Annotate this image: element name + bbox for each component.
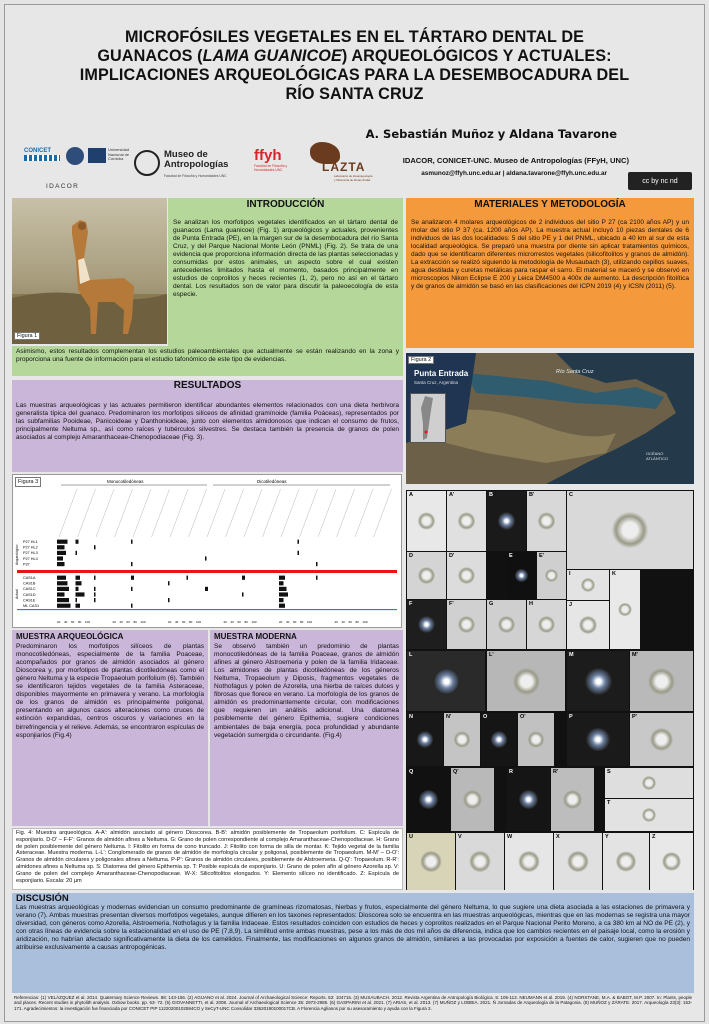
micrograph-panel <box>407 552 446 599</box>
abundance-bar <box>131 562 133 566</box>
micrograph-panel <box>507 552 536 599</box>
abundance-bar <box>242 592 244 596</box>
map-ocean-label: OCÉANO ATLÁNTICO <box>646 451 669 461</box>
micrograph-panel <box>603 833 649 890</box>
column-header-mark <box>318 489 336 537</box>
micrograph-panel-label: G <box>489 601 494 607</box>
column-header-mark <box>170 489 188 537</box>
abundance-bar <box>131 604 133 608</box>
micrograph-panel <box>605 799 693 831</box>
abundance-bar <box>57 545 65 549</box>
micrograph-panel-label: M <box>569 652 574 658</box>
micrograph-specimen-icon <box>650 728 674 752</box>
axis-tick-label: 60 <box>293 620 297 624</box>
abundance-bar <box>76 592 85 596</box>
micrograph-specimen-icon <box>642 776 656 790</box>
abundance-bar <box>316 576 318 580</box>
abundance-bar <box>316 562 318 566</box>
micrograph-panel-label: X <box>556 834 560 840</box>
micrograph-panel-label: F <box>409 601 413 607</box>
map-place-label: Punta Entrada <box>414 369 469 378</box>
micrograph-panel-label: M' <box>632 652 638 658</box>
museo-sub: Facultad de Filosofía y Humanidades UNC <box>164 174 227 178</box>
figure-1-guanaco-photo <box>12 198 167 344</box>
abundance-bar <box>187 576 189 580</box>
group-label-dico: Dicotiledóneas <box>257 479 287 484</box>
row-label: CAS1D <box>23 592 36 597</box>
unc-logo-text: Universidad Nacional de Córdoba <box>108 147 130 161</box>
results-heading: RESULTADOS <box>173 380 242 391</box>
axis-tick-label: 100 <box>362 620 368 624</box>
micrograph-panel-label: O' <box>520 714 526 720</box>
micrograph-specimen-icon <box>612 512 647 547</box>
title-line-1: MICROFÓSILES VEGETALES EN EL TÁRTARO DENTAL DE <box>124 28 585 46</box>
abundance-bar <box>279 576 285 580</box>
column-header-mark <box>78 489 96 537</box>
micrograph-panel <box>567 713 629 766</box>
abundance-bar <box>94 587 96 591</box>
abundance-bar <box>94 545 96 549</box>
micrograph-panel-label: J <box>569 602 573 608</box>
micrograph-specimen-icon <box>616 851 637 872</box>
micrograph-panel-label: E <box>509 553 513 559</box>
lazta-text: LAZTA <box>322 160 366 174</box>
micrograph-panel <box>481 713 517 766</box>
abundance-bar <box>298 540 300 544</box>
micrograph-panel-label: T <box>607 800 611 806</box>
micrograph-specimen-icon <box>518 851 540 873</box>
axis-tick-label: 20 <box>223 620 227 624</box>
micrograph-panel-label: L' <box>489 652 494 658</box>
abundance-bar <box>94 576 96 580</box>
abundance-bar <box>279 587 287 591</box>
abundance-bar <box>57 581 68 585</box>
column-header-mark <box>226 489 244 537</box>
figure-2-satellite-map <box>406 353 694 484</box>
axis-tick-label: 40 <box>286 620 290 624</box>
micrograph-panel-label: Z <box>652 834 656 840</box>
micrograph-panel-label: P' <box>632 714 637 720</box>
micrograph-panel <box>567 491 693 569</box>
axis-tick-label: 60 <box>71 620 75 624</box>
micrograph-panel-label: L <box>409 652 413 658</box>
micrograph-panel-label: B' <box>529 492 535 498</box>
argentina-outline-icon <box>411 394 445 442</box>
figure-4-caption-text: Fig. 4: Muestra arqueológica. A-A': almidón asociado al género Dioscorea. B-B': almidón posiblemente de Tropaeolum porifolium. C: Espícula de esponjiario. D-D' – F-F': Granos de almidón afines a Neltuma. G: Grano de polen correspondiente al complejo Amaranthaceae-Chenopodiaceae. H: Grano de polen posiblemente del género Neltuma. I: Fitolito en forma de cono truncado. J: Fitolito con forma de silla de montar. K: Tejido vegetal de la familia Asteraceae. Muestra moderna. L-L': Conglomerado de granos de almidón de morfología circular y poligonal, posiblemente de Tropaeolum. M-M' – O-O': Granos de almidón circulares y poligonales afines a Neltuma. P-P': Granos de almidón circulares, posiblemente de Alstroemeria. Q-Q': Tropaeolum. R-R': almidones afines a Neltuma sp. S: Diatomea del género Epithemia sp. T: Posible espícula de esponjiario. U: Grano de polen afín al género Azorella sp. V: Grano de polen del complejo Amaranthaceae-Chenopodiaceae. W-X: Silicofitolitos elongados. Y: Elemento silíceo no identificado. Z: Espícula de esponjiario. Escala: 20 µm <box>16 830 399 884</box>
micrograph-specimen-icon <box>418 616 436 634</box>
column-header-mark <box>263 489 281 537</box>
micrograph-specimen-icon <box>513 668 540 695</box>
row-label: P27 HL2 <box>23 545 38 550</box>
micrograph-panel <box>407 491 446 551</box>
axis-tick-label: 20 <box>112 620 116 624</box>
micrograph-specimen-icon <box>458 512 476 530</box>
author-emails: asmunoz@ffyh.unc.edu.ar | aldana.tavarone@ffyh.unc.edu.ar <box>421 170 607 177</box>
muestra-arq-heading: MUESTRA ARQUEOLÓGICA <box>16 632 124 641</box>
intro-heading: INTRODUCCIÓN <box>246 199 325 210</box>
ffyh-logo <box>254 148 302 172</box>
micrograph-specimen-icon <box>519 790 538 809</box>
abundance-bar <box>76 604 81 608</box>
micrograph-panel <box>567 651 629 711</box>
intro-continued <box>12 346 403 376</box>
abundance-bar <box>57 556 63 560</box>
results-section <box>12 380 403 472</box>
micrograph-panel <box>650 833 693 890</box>
conicet-logo-text: CONICET <box>24 148 51 154</box>
axis-tick-label: 80 <box>133 620 137 624</box>
idacor-logo: IDACOR <box>46 183 80 190</box>
micrograph-panel <box>567 570 609 600</box>
lazta-sub: Laboratorio de Zooarqueología y Tafonomía de Zonas Áridas <box>334 174 373 182</box>
axis-tick-label: 40 <box>119 620 123 624</box>
poster-title <box>12 28 697 104</box>
micrograph-panel <box>505 833 553 890</box>
cc-license-badge <box>628 172 692 190</box>
muestra-mod-heading: MUESTRA MODERNA <box>214 632 297 641</box>
abundance-bar <box>168 581 170 585</box>
column-header-mark <box>189 489 207 537</box>
axis-tick-label: 100 <box>140 620 146 624</box>
micrograph-specimen-icon <box>458 616 476 634</box>
museo-title <box>164 150 234 170</box>
micrograph-panel-label: V <box>458 834 462 840</box>
abundance-bar <box>131 576 134 580</box>
row-label: P27 HL4 <box>23 556 38 561</box>
abundance-bar <box>57 598 69 602</box>
micrograph-panel-label: S <box>607 769 611 775</box>
micrograph-panel <box>605 768 693 798</box>
column-header-mark <box>300 489 318 537</box>
figure-2-label: Figura 2 <box>408 356 434 364</box>
micrograph-panel-label: O <box>483 714 488 720</box>
micrograph-specimen-icon <box>463 790 482 809</box>
micrograph-panel-label: N <box>409 714 413 720</box>
micrograph-panel <box>567 601 609 649</box>
micrograph-specimen-icon <box>662 852 681 871</box>
micrograph-specimen-icon <box>498 512 516 530</box>
abundance-bar <box>57 540 68 544</box>
micrograph-panel-label: E' <box>539 553 544 559</box>
title-line-2-post: ) ARQUEOLÓGICOS Y ACTUALES: <box>341 47 612 65</box>
micrograph-panel-label: R <box>509 769 513 775</box>
axis-tick-label: 100 <box>251 620 257 624</box>
affiliation: IDACOR, CONICET-UNC. Museo de Antropologías (FFyH, UNC) <box>402 156 629 165</box>
micrograph-specimen-icon <box>418 512 436 530</box>
row-label: CAS1B <box>23 581 36 586</box>
micrograph-panel-label: C <box>569 492 573 498</box>
group-label-mono: Monocotiledóneas <box>107 479 144 484</box>
references <box>12 995 694 1019</box>
discussion-section <box>12 893 694 993</box>
lazta-logo <box>304 140 374 182</box>
micrograph-specimen-icon <box>458 567 476 585</box>
abundance-bar <box>76 581 82 585</box>
axis-tick-label: 80 <box>244 620 248 624</box>
side-label-arq: Arqueológico <box>15 544 19 565</box>
abundance-bar <box>131 540 133 544</box>
micrograph-panel <box>487 600 526 649</box>
micrograph-panel <box>487 651 565 711</box>
museo-line-1: Museo de <box>164 149 208 160</box>
abundance-bar <box>298 551 300 555</box>
micrograph-panel <box>527 600 566 649</box>
row-label: ML CAS1 <box>23 604 40 608</box>
abundance-bar <box>76 598 78 602</box>
row-label: CAS1E <box>23 598 36 603</box>
abundance-bar <box>205 587 208 591</box>
micrograph-panel <box>407 713 443 766</box>
conicet-logo <box>24 148 64 161</box>
abundance-bar <box>57 587 69 591</box>
micrograph-panel <box>518 713 554 766</box>
micrograph-specimen-icon <box>469 851 491 873</box>
figure-1-label: Figura 1 <box>14 332 40 340</box>
abundance-bar <box>57 592 65 596</box>
methods-body: Se analizaron 4 molares arqueológicos de 2 individuos del sitio P 27 (ca 2100 años AP) y un molar del sitio P 37 (ca. 1200 años AP). La muestra actual incluyó 10 piezas dentales de 6 individuos de las dos localidades: 5 del sitio PE y 1 del PNML, ubicado a 40 km al sur de esta localidad arqueológica. Se preparó una muestra por diente sin aplicar tratamientos químicos, dado que se identificaron diferentes microrrestos vegetales (silicofitolitos y granos de almidón). La extracción se realizó siguiendo la metodología de Musaubach (3), utilizando cepillos suaves, agua destilada y curetas metálicas para raspar el sarro. El material se maceró y se observó en microscopios Nikon Eclipse E 200 y Leica DM4500 a 400x de aumento. La descripción fitolítica y de granos de almidón se basó en las clasificaciones del ICPN 2019 (4) y ICSN (2011) (5). <box>411 219 689 291</box>
abundance-bar <box>242 576 245 580</box>
micrograph-panel <box>537 552 566 599</box>
abundance-bar <box>279 604 285 608</box>
column-header-mark <box>374 489 392 537</box>
title-species: LAMA GUANICOE <box>202 47 342 65</box>
figure-3-svg <box>13 475 401 627</box>
axis-tick-label: 20 <box>168 620 172 624</box>
row-label: CAS1C <box>23 587 36 592</box>
abundance-bar <box>94 598 96 602</box>
micrograph-panel-label: D' <box>449 553 455 559</box>
muestra-moderna-section <box>210 630 403 826</box>
results-body: Las muestras arqueológicas y las actuales permitieron identificar abundantes elementos relacionados con una dieta herbívora generalista típica del guanaco. Predominaron los morfotipos silíceos de afinidad gramínoide (familia Poáceas), representados por las subfamilias Pooideae, Panicoideae y Danthonioideae, junto con elementos almidonosos que indican el consumo de frutos, principalmente Neltuma sp., así como raíces y tubérculos silvestres. Se destaca también la presencia de granos de polen asociados al complejo Amaranthaceae-Chenopodiaceae (Fig. 3). <box>16 402 399 442</box>
intro-body-2: Asimismo, estos resultados complementan los estudios paleoambientales que actualmente se están realizando en la zona y proporciona una fuente de información para el estudio tafonómico de este tipo de evidencias. <box>16 348 399 364</box>
column-header-mark <box>244 489 262 537</box>
abundance-bar <box>94 592 96 596</box>
abundance-bar <box>168 598 170 602</box>
micrograph-panel-label: H <box>529 601 533 607</box>
micrograph-specimen-icon <box>538 616 556 634</box>
references-text: Referencias: (1) VELÁZQUEZ et al. 2014. Quaternary Science Reviews. 88: 143-156. (2) AGUANO et al. 2024. Journal of Archaeological Science: Reports. 53: 104715. (3) MUSAUBACH. 2012. Revista Argentina de Antropología Biológica. 5: 105-113. NEUMANN et al. 2019. (4) NORSTANE, M.A. & BABOT, M.P. 2007. In: Plants, people and places. Recent studies in phytolith analysis. Oxbow books. pp. 63- 72. (5) GIOVANNETTI, et al. 2008. Journal of Archaeological Science 35: 2973-2985. (6) GASPARINI et al. 2021. (7) ARIAS, et al. 2013. (7) MUÑOZ y LOBBIA. 2021. Ñ Jornadas de Arqueología de la Patagonia. (8) MUÑOZ y ZÁRATE. 2017. Arqueología 23(3): 153-171. Agradecimientos: la investigación fue financiada por CONICET PIP 11220200102594CO y SeCyT-UNC Consolidar 33620190100017CB. A Florencia Aglianos por su asesoramiento y ayuda con la Figura 3. <box>14 995 692 1011</box>
micrograph-panel-label: R' <box>553 769 559 775</box>
column-header-mark <box>337 489 355 537</box>
row-label: P37 <box>23 562 30 567</box>
abundance-bar <box>279 581 284 585</box>
micrograph-panel <box>447 552 486 599</box>
axis-tick-label: 20 <box>279 620 283 624</box>
row-label: P27 HL3 <box>23 551 38 556</box>
micrograph-specimen-icon <box>567 851 589 873</box>
micrograph-panel-label: N' <box>446 714 452 720</box>
micrograph-specimen-icon <box>563 790 582 809</box>
authors: A. Sebastián Muñoz y Aldana Tavarone <box>365 127 617 141</box>
methods-section <box>406 198 694 348</box>
micrograph-specimen-icon <box>419 790 438 809</box>
micrograph-specimen-icon <box>418 567 436 585</box>
micrograph-specimen-icon <box>417 731 433 747</box>
micrograph-specimen-icon <box>538 512 556 530</box>
ffyh-sub: Facultad de Filosofía y Humanidades UNC <box>254 164 288 172</box>
micrograph-panel-label: A' <box>449 492 455 498</box>
abundance-bar <box>279 598 284 602</box>
discussion-heading: DISCUSIÓN <box>16 893 69 904</box>
muestra-mod-body: Se observó también un predominio de plantas monocotiledóneas de la familia Poaceae, granos de almidón afines al género Alstroemeria y polen de la familia Iridaceae. Los almidones de plantas dicotiledóneas de los géneros Neltuma, Tropaeolum y Diposis, fragmentos vegetales de Nothofagus y polen de Azorella, una hierba de raíces dulces y fibrosas que florece en verano. La morfología de los granos de almidón es predominantemente circular, con modificaciones que requieren un análisis adicional. Una diatomea posiblemente del género Epithemia, sugiere condiciones ambientales de baja energía, poca profundidad y abundante vegetación sumergida o circundante. (Fig.4) <box>214 643 399 739</box>
micrograph-panel <box>610 570 640 649</box>
axis-tick-label: 60 <box>348 620 352 624</box>
title-line-2-pre: GUANACOS ( <box>97 47 203 65</box>
column-header-mark <box>59 489 77 537</box>
red-separator-line <box>17 570 397 573</box>
figure-3-label: Figura 3 <box>15 477 41 487</box>
axis-tick-label: 60 <box>182 620 186 624</box>
axis-tick-label: 40 <box>341 620 345 624</box>
axis-tick-label: 20 <box>57 620 61 624</box>
muestra-arqueologica-section <box>12 630 208 826</box>
axis-tick-label: 80 <box>300 620 304 624</box>
micrograph-panel-label: W <box>507 834 513 840</box>
museo-line-2: Antropologías <box>164 159 229 170</box>
title-line-2 <box>12 47 697 66</box>
abundance-bar <box>131 587 133 591</box>
argentina-inset-map <box>410 393 446 443</box>
micrograph-specimen-icon <box>586 728 610 752</box>
micrograph-panel-label: K <box>612 571 616 577</box>
micrograph-panel <box>444 713 480 766</box>
micrograph-panel-label: A <box>409 492 413 498</box>
micrograph-specimen-icon <box>515 569 528 582</box>
micrograph-panel <box>456 833 504 890</box>
map-river-label: Río Santa Cruz <box>556 369 594 375</box>
micrograph-specimen-icon <box>545 569 558 582</box>
intro-body: Se analizan los morfotipos vegetales identificados en el tártaro dental de guanacos (Lama guanicoe) (Fig. 1) arqueológicos y actuales, provenientes de Punta Entrada (PE), en la margen sur de la desembocadura del río Santa Cruz, y del Parque Nacional Monte León (PNML) (Fig. 2). Se trata de una evidencia que proporciona información directa de las plantas seleccionadas y consumidas por estos animales, un aspecto sobre el cual existen antecedentes limitados hasta el momento, basados principalmente en estudios de coprolitos y heces recientes (1, 2), pero no así en el tártaro dental. Los resultados son de valor para discutir la paleoecología de esta especie. <box>173 219 398 299</box>
figure-4-caption <box>12 828 403 890</box>
micrograph-specimen-icon <box>618 603 632 617</box>
micrograph-specimen-icon <box>454 731 470 747</box>
cc-license-text: cc by nc nd <box>642 177 678 185</box>
micrograph-panel <box>487 491 526 551</box>
micrograph-specimen-icon <box>581 578 595 592</box>
micrograph-panel <box>451 768 494 831</box>
abundance-bar <box>57 551 66 555</box>
conicet-mark-icon <box>24 155 60 161</box>
micrograph-panel <box>554 833 602 890</box>
unc-seal-icon <box>66 147 84 165</box>
micrograph-panel <box>447 600 486 649</box>
micrograph-panel <box>407 833 455 890</box>
micrograph-panel-label: F' <box>449 601 454 607</box>
axis-tick-label: 100 <box>307 620 313 624</box>
axis-tick-label: 20 <box>334 620 338 624</box>
museo-emblem-icon <box>134 150 160 176</box>
abundance-bar <box>76 551 78 555</box>
row-label: P27 HL1 <box>23 540 38 544</box>
axis-tick-label: 60 <box>126 620 130 624</box>
micrograph-panel-label: Q' <box>453 769 459 775</box>
column-header-mark <box>355 489 373 537</box>
column-header-mark <box>207 489 225 537</box>
title-line-4: RÍO SANTA CRUZ <box>285 85 424 103</box>
axis-tick-label: 100 <box>196 620 202 624</box>
abundance-bar <box>57 562 65 566</box>
row-label: CAS1A <box>23 576 36 580</box>
micrograph-panel-label: Q <box>409 769 414 775</box>
column-header-mark <box>133 489 151 537</box>
micrograph-panel <box>407 600 446 649</box>
micrograph-panel <box>407 651 485 711</box>
micrograph-specimen-icon <box>491 731 507 747</box>
column-header-mark <box>281 489 299 537</box>
ffyh-text: ffyh <box>254 147 282 164</box>
micrograph-specimen-icon <box>642 808 656 822</box>
micrograph-panel-label: D <box>409 553 413 559</box>
micrograph-panel-label: Y <box>605 834 609 840</box>
abundance-bar <box>57 576 66 580</box>
methods-heading: MATERIALES Y METODOLOGÍA <box>474 199 626 210</box>
micrograph-panel <box>527 491 566 551</box>
axis-tick-label: 80 <box>189 620 193 624</box>
micrograph-panel <box>447 491 486 551</box>
title-line-3: IMPLICACIONES ARQUEOLÓGICAS PARA LA DESEMBOCADURA DEL <box>79 66 630 84</box>
micrograph-panel-label: U <box>409 834 413 840</box>
figure-3-diagram <box>12 474 402 628</box>
micrograph-specimen-icon <box>528 731 544 747</box>
micrograph-panel-label: B <box>489 492 493 498</box>
muestra-arq-body: Predominaron los morfotipos silíceos de plantas monocotiledóneas, especialmente de la familia Poaceae, acompañados por granos de almidón asociados al género Dioscorea y, por morfotipos de plantas dicotiledóneas como el género Neltuma y la especie Tropaeolum porifolium (6). También se identificaron tejidos vegetales de la familia Asteraceae, disponibles mayormente en primavera y verano. La morfología de los granos de almidón es principalmente poligonal, presentando en algunos casos alteraciones como cruces de extinción expandidas, centros oscuros y variaciones en la birrefringencia y el relieve. Además, se encontraron espículas de esponjiarios (Fig.4) <box>16 643 204 739</box>
micrograph-panel <box>630 713 693 766</box>
abundance-bar <box>57 604 71 608</box>
guanaco-photo-icon <box>12 198 167 344</box>
micrograph-panel <box>630 651 693 711</box>
micrograph-specimen-icon <box>498 616 516 634</box>
micrograph-specimen-icon <box>433 668 460 695</box>
axis-tick-label: 80 <box>78 620 82 624</box>
axis-tick-label: 60 <box>237 620 241 624</box>
micrograph-panel <box>407 768 450 831</box>
axis-tick-label: 40 <box>230 620 234 624</box>
micrograph-panel <box>507 768 550 831</box>
micrograph-specimen-icon <box>585 668 612 695</box>
abundance-bar <box>76 587 79 591</box>
micrograph-specimen-icon <box>420 851 442 873</box>
discussion-body: Las muestras arqueológicas y modernas evidencian un consumo predominante de gramíneas rizomatosas, hierbas y frutos, especialmente del género Neltuma, lo que sugiere una dieta asociada a las estaciones de primavera y verano (7). Ambas muestras presentan diversos morfotipos vegetales, aunque difieren en los taxones representados: Dioscorea solo se encuentra en las muestras arqueológicas, mientras que en las modernas se registra una mayor diversidad, con géneros como Azorella, Alstroemeria, Nothofagus y la familia Iridaceae. Estos resultados coinciden con estudios de heces y coprolitos realizados en el Parque Nacional Perito Moreno, a ca 380 km al NO de PE (2), y con otras líneas de evidencia sobre la estacionalidad en el uso de PE (7,8,9). La similitud entre ambas muestras, pese a los más de dos mil años de diferencia, indica que los cambios recientes en el paisaje local, como la erosión y aridización, no habrían afectado significativamente la dieta de los camélidos. Finalmente, las modificaciones en algunos granos de almidón, similares a las provocadas por exposición a fuentes de calor, sugieren que no pueden atribuirse exclusivamente a causas antropogénicas. <box>16 904 690 952</box>
micrograph-specimen-icon <box>648 668 675 695</box>
abundance-bar <box>76 576 81 580</box>
column-header-mark <box>96 489 114 537</box>
side-label-act: Actual <box>15 589 19 599</box>
intro-section <box>168 198 403 346</box>
micrograph-panel-label: I <box>569 571 571 577</box>
column-header-mark <box>115 489 133 537</box>
micrograph-panel-label: P <box>569 714 573 720</box>
micrograph-specimen-icon <box>579 616 598 635</box>
micrograph-panel <box>551 768 594 831</box>
axis-tick-label: 80 <box>355 620 359 624</box>
axis-tick-label: 100 <box>85 620 91 624</box>
abundance-bar <box>76 540 79 544</box>
idacor-square-icon <box>88 148 106 163</box>
abundance-bar <box>205 556 207 560</box>
axis-tick-label: 40 <box>64 620 68 624</box>
abundance-bar <box>279 592 288 596</box>
axis-tick-label: 40 <box>175 620 179 624</box>
column-header-mark <box>152 489 170 537</box>
map-place-sub: Santa Cruz, Argentina <box>414 380 459 385</box>
